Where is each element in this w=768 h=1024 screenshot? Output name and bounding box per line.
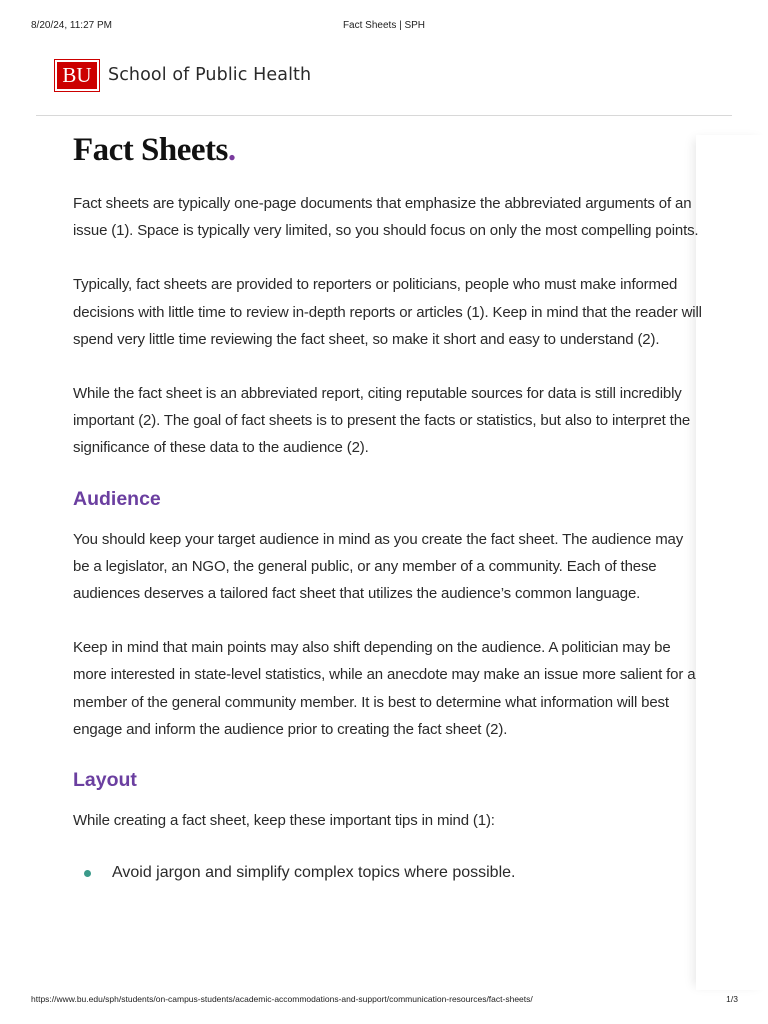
audience-heading: Audience	[73, 487, 161, 510]
audience-paragraph: Keep in mind that main points may also shift depending on the audience. A politician may be more interested in state-level statistics, while an anecdote may make an issue more salient for a member of the general community member. It is best to determine what information will best engage and inform the audience prior to creating the fact sheet (2).	[73, 639, 696, 738]
layout-intro: While creating a fact sheet, keep these important tips in mind (1):	[73, 812, 495, 830]
tip-text: Avoid jargon and simplify complex topics where possible.	[112, 864, 516, 882]
page-title-text: Fact Sheets	[73, 132, 228, 168]
print-header	[0, 18, 768, 34]
print-title: Fact Sheets | SPH	[342, 20, 426, 31]
page-number: 1/3	[726, 994, 738, 1004]
intro-paragraph: While the fact sheet is an abbreviated report, citing reputable sources for data is still incredibly important (2). The goal of fact sheets is to present the facts or statistics, but also to interpret the significance of these data to the audience (2).	[73, 385, 691, 457]
bu-logo[interactable]: BU	[54, 59, 100, 92]
list-item	[73, 860, 703, 886]
layout-heading: Layout	[73, 769, 137, 792]
page-url: https://www.bu.edu/sph/students/on-campus-students/academic-accommodations-and-support/communication-resources/fact-sheets/	[31, 994, 533, 1004]
page-title	[73, 130, 703, 170]
sidebar-panel	[696, 135, 768, 990]
main-content	[73, 130, 703, 886]
intro-paragraph: Typically, fact sheets are provided to reporters or politicians, people who must make informed decisions with little time to review in-depth reports or articles (1). Keep in mind that the reader will spend very little time reviewing the fact sheet, so make it short and easy to understand (2).	[73, 276, 702, 348]
tips-list	[73, 860, 703, 886]
bullet-icon	[84, 870, 91, 877]
intro-paragraph: Fact sheets are typically one-page documents that emphasize the abbreviated arguments of an issue (1). Space is typically very limited, so you should focus on only the most compelling points.	[73, 195, 699, 240]
print-date: 8/20/24, 11:27 PM	[31, 20, 112, 31]
site-brand[interactable]	[54, 58, 311, 92]
audience-paragraph: You should keep your target audience in mind as you create the fact sheet. The audience may be a legislator, an NGO, the general public, or any member of a community. Each of these audiences deserves a tailored fact sheet that utilizes the audience’s common language.	[73, 530, 684, 603]
brand-name[interactable]: School of Public Health	[108, 65, 312, 85]
page-title-dot: .	[227, 132, 236, 168]
header-divider	[36, 115, 732, 116]
print-footer	[0, 993, 768, 1007]
